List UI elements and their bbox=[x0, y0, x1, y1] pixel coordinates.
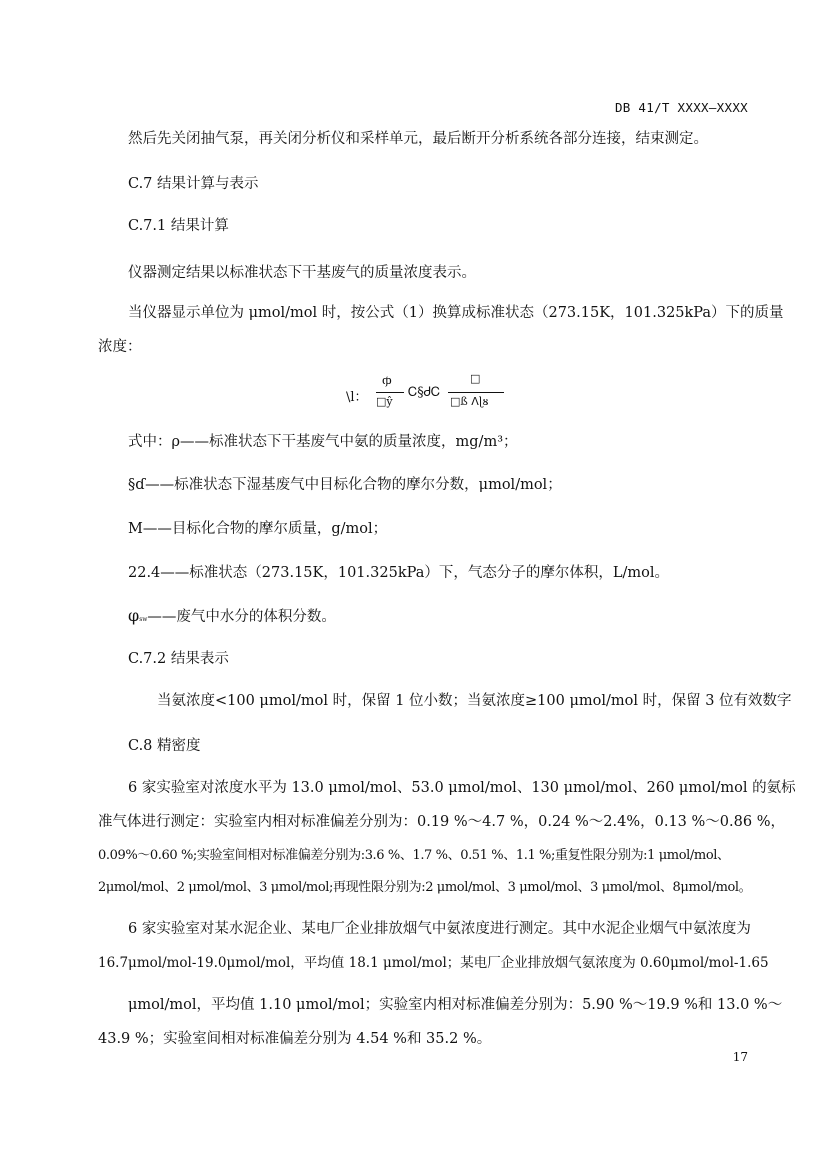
text-line: 16.7μmol/mol-19.0μmol/mol，平均值 18.1 μmol/mol；某电厂企业排放烟气氨浓度为 0.60μmol/mol-1.65 bbox=[98, 955, 769, 971]
formula-numerator-2: □ bbox=[470, 372, 481, 385]
definition-rho: 式中：ρ——标准状态下干基废气中氨的质量浓度，mg/m³； bbox=[128, 434, 518, 450]
text-line: 6 家实验室对某水泥企业、某电厂企业排放烟气中氨浓度进行测定。其中水泥企业烟气中氨浓度为 bbox=[128, 921, 751, 937]
text-line: 当仪器显示单位为 μmol/mol 时，按公式（1）换算成标准状态（273.15K，101.325kPa）下的质量 bbox=[128, 305, 784, 321]
text-line: 浓度： bbox=[98, 339, 142, 355]
section-heading-c7-1: C.7.1 结果计算 bbox=[128, 218, 229, 234]
page-number: 17 bbox=[732, 1050, 748, 1064]
symbol-phi: φ bbox=[128, 606, 140, 625]
section-heading-c7: C.7 结果计算与表示 bbox=[128, 176, 259, 192]
symbol-phi-subscript: sw bbox=[139, 616, 148, 623]
definition-mole-fraction: §ɗ——标准状态下湿基废气中目标化合物的摩尔分数，μmol/mol； bbox=[128, 477, 562, 493]
formula-denominator-1: □ŷ bbox=[376, 395, 393, 408]
text-line: 2μmol/mol、2 μmol/mol、3 μmol/mol;再现性限分别为:2 μmol/mol、3 μmol/mol、3 μmol/mol、8μmol/mol。 bbox=[98, 880, 752, 895]
definition-molar-volume: 22.4——标准状态（273.15K，101.325kPa）下，气态分子的摩尔体积，L/mol。 bbox=[128, 565, 669, 581]
definition-molar-mass: M——目标化合物的摩尔质量，g/mol； bbox=[128, 521, 388, 537]
fraction-bar bbox=[376, 392, 404, 393]
formula-lhs: \l： bbox=[346, 390, 368, 405]
text-line: 0.09%～0.60 %;实验室间相对标准偏差分别为:3.6 %、1.7 %、0.51 %、1.1 %;重复性限分别为:1 μmol/mol、 bbox=[98, 848, 730, 863]
text-line: 准气体进行测定：实验室内相对标准偏差分别为：0.19 %～4.7 %，0.24 %～2.4%，0.13 %～0.86 %， bbox=[98, 814, 785, 830]
section-heading-c7-2: C.7.2 结果表示 bbox=[128, 651, 229, 667]
text-line: 6 家实验室对浓度水平为 13.0 μmol/mol、53.0 μmol/mol、130 μmol/mol、260 μmol/mol 的氨标 bbox=[128, 780, 796, 796]
text-line: 43.9 %；实验室间相对标准偏差分别为 4.54 %和 35.2 %。 bbox=[98, 1031, 492, 1047]
formula-denominator-2: □ß ᐱɭᴕ bbox=[450, 395, 489, 408]
formula-1 bbox=[338, 374, 508, 414]
text-line: 然后先关闭抽气泵，再关闭分析仪和采样单元，最后断开分析系统各部分连接，结束测定。 bbox=[128, 131, 708, 147]
text-line: μmol/mol，平均值 1.10 μmol/mol；实验室内相对标准偏差分别为：5.90 %～19.9 %和 13.0 %～ bbox=[128, 997, 783, 1013]
formula-middle: Ꮯ§ᏧᏟ bbox=[408, 385, 441, 400]
fraction-bar bbox=[448, 392, 504, 393]
text-line: 当氨浓度<100 μmol/mol 时，保留 1 位小数；当氨浓度≥100 μmol/mol 时，保留 3 位有效数字 bbox=[157, 693, 792, 709]
definition-water-fraction: φsw——废气中水分的体积分数。 bbox=[128, 606, 336, 625]
document-code: DB 41/T XXXX—XXXX bbox=[614, 100, 748, 115]
text-line: 仪器测定结果以标准状态下干基废气的质量浓度表示。 bbox=[128, 265, 476, 281]
formula-numerator-1: ჶ bbox=[382, 374, 392, 387]
symbol-mole-fraction: §ɗ bbox=[128, 477, 146, 493]
section-heading-c8: C.8 精密度 bbox=[128, 738, 201, 754]
